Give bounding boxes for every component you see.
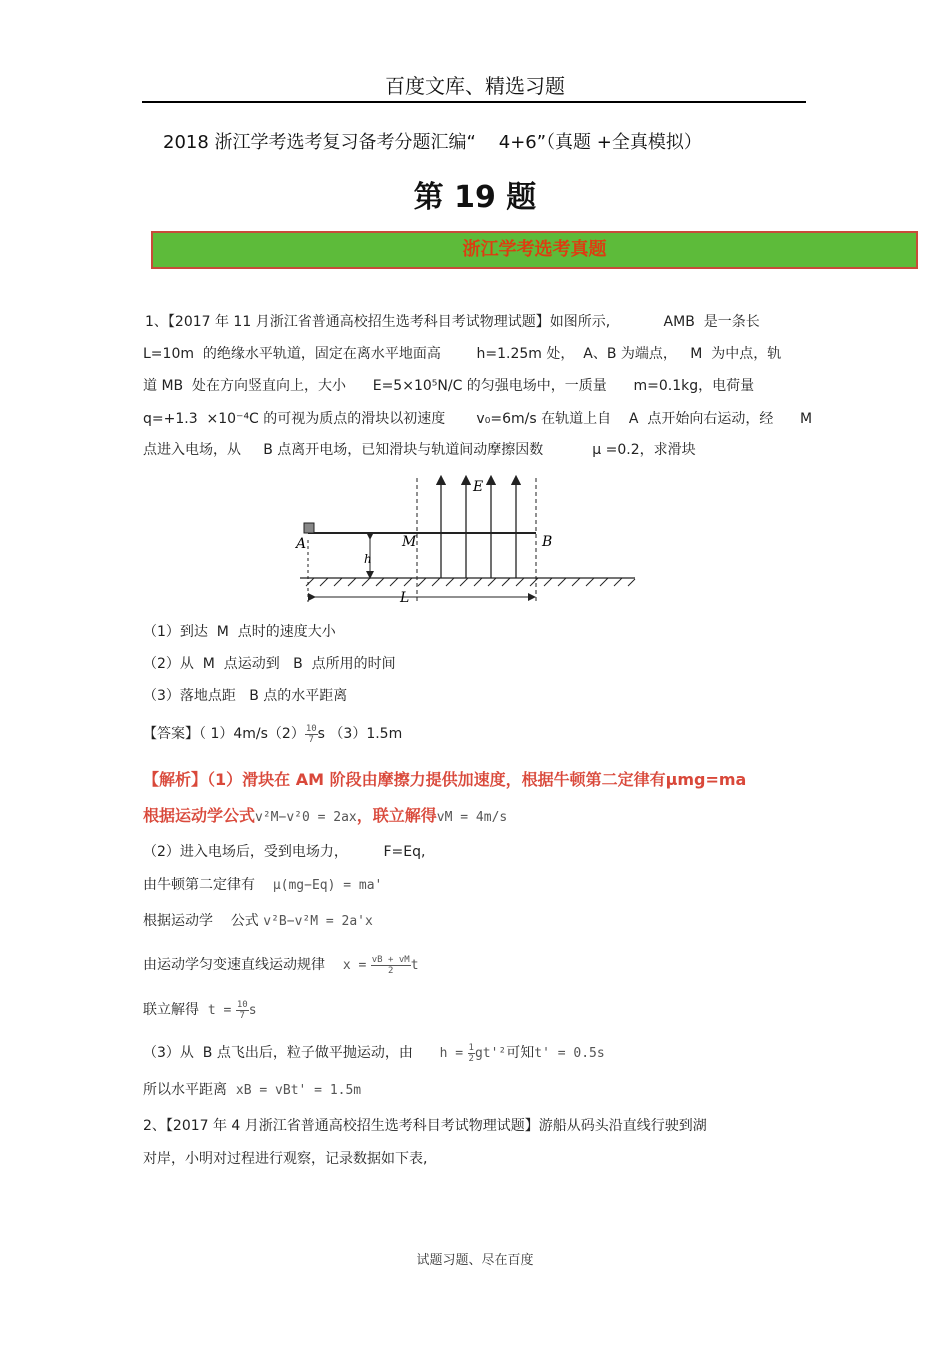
analysis-line9 [143, 1081, 361, 1100]
ground-hatching [306, 578, 635, 586]
analysis-line8-mid: 可知 [506, 1045, 535, 1061]
analysis-line2-formula: v²M−v²0 = 2ax [255, 810, 357, 825]
answer-fraction-numerator: 10 [305, 723, 317, 734]
analysis-line8 [143, 1038, 605, 1068]
analysis-line4-formula: μ(mg−Eq) = ma' [272, 878, 383, 893]
analysis-line6-numerator: vB + vM [371, 954, 410, 965]
label-a: A [296, 536, 307, 552]
answer-rest: s （3）1.5m [317, 726, 403, 742]
label-b: B [542, 534, 553, 550]
q1-sub3: （3）落地点距 B 点的水平距离 [143, 688, 348, 704]
label-e: E [473, 479, 484, 495]
q1-line5: 点进入电场，从 B 点离开电场，已知滑块与轨道间动摩擦因数 μ =0.2，求滑块 [143, 442, 696, 458]
q2-line1: 2、【2017 年 4 月浙江省普通高校招生选考科目考试物理试题】游船从码头沿直线行驶到湖 [143, 1118, 707, 1134]
page-header-title: 百度文库、精选习题 [385, 74, 565, 98]
analysis-line5 [143, 912, 373, 931]
analysis-line6-text: 由运动学匀变速直线运动规律 [143, 957, 325, 973]
analysis-line6-denominator: 2 [388, 965, 394, 976]
analysis-line8-result: t' = 0.5s [534, 1046, 605, 1061]
analysis-line8-denominator: 2 [468, 1053, 474, 1064]
analysis-line3: （2）进入电场后，受到电场力， F=Eq, [143, 844, 426, 860]
q1-line3: 道 MB 处在方向竖直向上，大小 E=5×10⁵N/C 的匀强电场中，一质量 m=0.1kg，电荷量 [143, 378, 755, 394]
analysis-line6-pre: x = [342, 958, 367, 973]
q1-line2: L=10m 的绝缘水平轨道，固定在离水平地面高 h=1.25m 处， A、B 为端点， M 为中点，轨 [143, 346, 782, 362]
analysis-line9-formula: xB = vBt' = 1.5m [235, 1083, 362, 1098]
page-footer: 试题习题、尽在百度 [416, 1253, 534, 1268]
analysis-line8-post: gt'² [474, 1046, 507, 1061]
analysis-line1: 【解析】（1）滑块在 AM 阶段由摩擦力提供加速度，根据牛顿第二定律有μmg=ma [143, 770, 747, 789]
analysis-line6 [143, 948, 419, 982]
analysis-line7 [143, 995, 257, 1025]
q1-sub1: （1）到达 M 点时的速度大小 [143, 624, 336, 640]
analysis-line8-fraction [468, 1043, 475, 1064]
q2-line2: 对岸，小明对过程进行观察，记录数据如下表, [143, 1151, 428, 1167]
analysis-line2-mid: ，联立解得 [356, 806, 437, 825]
analysis-line2 [143, 803, 507, 826]
analysis-line4 [143, 876, 382, 895]
analysis-line4-text: 由牛顿第二定律有 [143, 877, 255, 893]
analysis-line5-formula: v²B−v²M = 2a'x [263, 914, 373, 929]
label-h: h [364, 552, 372, 566]
answer-fraction-denominator: 7 [308, 734, 314, 745]
analysis-line5-text: 根据运动学 公式 [143, 913, 259, 929]
analysis-line7-numerator: 10 [236, 999, 248, 1010]
analysis-line7-post: s [248, 1003, 257, 1018]
label-l: L [400, 590, 410, 606]
analysis-line9-text: 所以水平距离 [143, 1082, 227, 1098]
answer-line [143, 719, 402, 749]
header-divider [142, 101, 806, 103]
answer-fraction [305, 724, 318, 745]
analysis-line8-text: （3）从 B 点飞出后，粒子做平抛运动，由 [143, 1045, 413, 1061]
analysis-line2-result: vM = 4m/s [436, 810, 508, 825]
slider-block [304, 523, 314, 533]
electric-field-track-diagram [280, 470, 650, 610]
analysis-line7-denominator: 7 [239, 1010, 245, 1021]
analysis-line2-text: 根据运动学公式 [143, 806, 256, 825]
analysis-line7-fraction [236, 1000, 249, 1021]
q1-line4: q=+1.3 ×10⁻⁴C 的可视为质点的滑块以初速度 v₀=6m/s 在轨道上自 A 点开始向右运动，经 M [143, 411, 813, 427]
problem-number-title: 第 19 题 [413, 180, 537, 215]
analysis-line8-pre: h = [439, 1046, 464, 1061]
section-banner: 浙江学考选考真题 [151, 231, 918, 269]
document-subtitle: 2018 浙江学考选考复习备考分题汇编“ 4+6”（真题 +全真模拟） [163, 132, 702, 153]
q1-line1: 1、【2017 年 11 月浙江省普通高校招生选考科目考试物理试题】如图所示, AMB 是一条长 [145, 314, 760, 330]
analysis-line7-pre: t = [207, 1003, 232, 1018]
analysis-line6-post: t [410, 958, 419, 973]
analysis-line6-fraction [371, 955, 411, 976]
analysis-line7-text: 联立解得 [143, 1002, 199, 1018]
answer-label: 【答案】（ 1）4m/s（2） [143, 726, 305, 742]
q1-sub2: （2）从 M 点运动到 B 点所用的时间 [143, 656, 396, 672]
analysis-line8-numerator: 1 [468, 1042, 474, 1053]
label-m: M [402, 534, 417, 550]
